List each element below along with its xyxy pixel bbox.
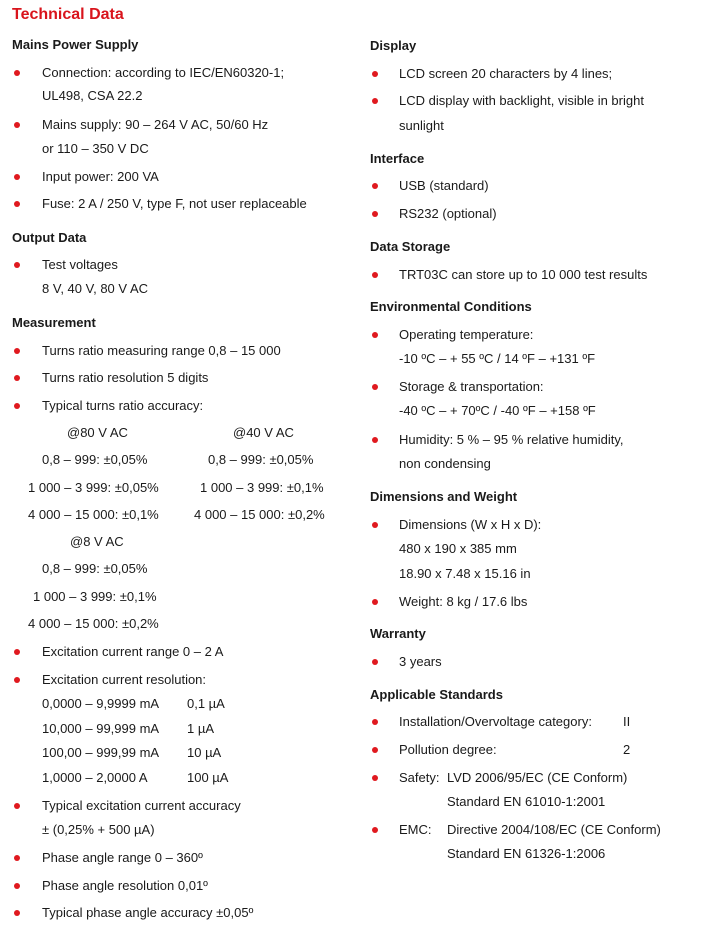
bullet-icon	[14, 201, 20, 207]
bullet-icon	[372, 211, 378, 217]
accuracy-8v-row: 1 000 – 3 999: ±0,1%	[33, 589, 157, 604]
excitation-range: Excitation current range 0 – 2 A	[42, 644, 224, 659]
bullet-icon	[14, 375, 20, 381]
resolution-value: 100 µA	[187, 770, 229, 785]
lcd-screen: LCD screen 20 characters by 4 lines;	[399, 66, 613, 81]
bullet-icon	[14, 910, 20, 916]
accuracy-80v-row: 0,8 – 999: ±0,05%	[42, 452, 148, 467]
bullet-icon	[372, 272, 378, 278]
storage-temp-label: Storage & transportation:	[399, 379, 544, 394]
accuracy-40v-row: 0,8 – 999: ±0,05%	[208, 452, 314, 467]
lcd-backlight-line1: LCD display with backlight, visible in bright	[399, 93, 644, 108]
bullet-icon	[372, 437, 378, 443]
input-power: Input power: 200 VA	[42, 169, 159, 184]
operating-temp-label: Operating temperature:	[399, 327, 534, 342]
bullet-icon	[372, 98, 378, 104]
install-category-value: II	[623, 714, 631, 729]
excitation-resolution: Excitation current resolution:	[42, 672, 207, 687]
bullet-icon	[14, 348, 20, 354]
bullet-icon	[14, 262, 20, 268]
mains-connection-line2: UL498, CSA 22.2	[42, 88, 143, 103]
bullet-icon	[14, 803, 20, 809]
bullet-icon	[372, 827, 378, 833]
accuracy-header-8v: @8 V AC	[70, 534, 124, 549]
mains-supply-line2: or 110 – 350 V DC	[42, 141, 149, 156]
turns-ratio-range: Turns ratio measuring range 0,8 – 15 000	[42, 343, 281, 358]
page-title: Technical Data	[12, 6, 124, 23]
section-heading-mains: Mains Power Supply	[12, 37, 139, 52]
bullet-icon	[372, 384, 378, 390]
dimensions-label: Dimensions (W x H x D):	[399, 517, 542, 532]
bullet-icon	[372, 183, 378, 189]
accuracy-80v-row: 4 000 – 15 000: ±0,1%	[28, 507, 159, 522]
bullet-icon	[372, 599, 378, 605]
bullet-icon	[372, 659, 378, 665]
dimensions-mm: 480 x 190 x 385 mm	[399, 541, 517, 556]
humidity-line2: non condensing	[399, 456, 491, 471]
bullet-icon	[372, 522, 378, 528]
section-heading-warranty: Warranty	[370, 626, 426, 641]
bullet-icon	[372, 71, 378, 77]
dimensions-in: 18.90 x 7.48 x 15.16 in	[399, 566, 531, 581]
storage-temp-value: -40 ºC – + 70ºC / -40 ºF – +158 ºF	[399, 403, 596, 418]
emc-standard: Standard EN 61326-1:2006	[447, 846, 606, 861]
bullet-icon	[14, 174, 20, 180]
safety-standard: Standard EN 61010-1:2001	[447, 794, 606, 809]
section-heading-display: Display	[370, 38, 417, 53]
section-heading-measurement: Measurement	[12, 315, 96, 330]
mains-connection-line1: Connection: according to IEC/EN60320-1;	[42, 65, 285, 80]
resolution-value: 10 µA	[187, 745, 222, 760]
lcd-backlight-line2: sunlight	[399, 118, 444, 133]
weight: Weight: 8 kg / 17.6 lbs	[399, 594, 528, 609]
humidity-line1: Humidity: 5 % – 95 % relative humidity,	[399, 432, 624, 447]
interface-rs232: RS232 (optional)	[399, 206, 497, 221]
emc-directive: Directive 2004/108/EC (CE Conform)	[447, 822, 661, 837]
section-heading-standards: Applicable Standards	[370, 687, 503, 702]
safety-directive: LVD 2006/95/EC (CE Conform)	[447, 770, 628, 785]
section-heading-storage: Data Storage	[370, 239, 451, 254]
pollution-label: Pollution degree:	[399, 742, 497, 757]
install-category-label: Installation/Overvoltage category:	[399, 714, 592, 729]
resolution-range: 100,00 – 999,99 mA	[42, 745, 160, 760]
test-voltages-label: Test voltages	[42, 257, 118, 272]
operating-temp-value: -10 ºC – + 55 ºC / 14 ºF – +131 ºF	[399, 351, 596, 366]
accuracy-80v-row: 1 000 – 3 999: ±0,05%	[28, 480, 159, 495]
accuracy-8v-row: 4 000 – 15 000: ±0,2%	[28, 616, 159, 631]
excitation-accuracy-line2: ± (0,25% + 500 µA)	[42, 822, 155, 837]
phase-angle-accuracy: Typical phase angle accuracy ±0,05º	[42, 905, 254, 920]
bullet-icon	[14, 883, 20, 889]
bullet-icon	[372, 719, 378, 725]
warranty-value: 3 years	[399, 654, 442, 669]
accuracy-40v-row: 1 000 – 3 999: ±0,1%	[200, 480, 324, 495]
phase-angle-range: Phase angle range 0 – 360º	[42, 850, 203, 865]
bullet-icon	[372, 332, 378, 338]
phase-angle-resolution: Phase angle resolution 0,01º	[42, 878, 208, 893]
mains-supply-line1: Mains supply: 90 – 264 V AC, 50/60 Hz	[42, 117, 269, 132]
resolution-value: 1 µA	[187, 721, 215, 736]
section-heading-interface: Interface	[370, 151, 425, 166]
pollution-value: 2	[623, 742, 631, 757]
bullet-icon	[372, 775, 378, 781]
test-voltages-value: 8 V, 40 V, 80 V AC	[42, 281, 149, 296]
bullet-icon	[372, 747, 378, 753]
safety-label: Safety:	[399, 770, 440, 785]
turns-ratio-accuracy: Typical turns ratio accuracy:	[42, 398, 204, 413]
section-heading-output: Output Data	[12, 230, 87, 245]
section-heading-dimensions: Dimensions and Weight	[370, 489, 518, 504]
resolution-value: 0,1 µA	[187, 696, 225, 711]
bullet-icon	[14, 403, 20, 409]
bullet-icon	[14, 649, 20, 655]
emc-label: EMC:	[399, 822, 432, 837]
bullet-icon	[14, 70, 20, 76]
resolution-range: 10,000 – 99,999 mA	[42, 721, 160, 736]
bullet-icon	[14, 122, 20, 128]
bullet-icon	[14, 855, 20, 861]
bullet-icon	[14, 677, 20, 683]
interface-usb: USB (standard)	[399, 178, 489, 193]
accuracy-header-80v: @80 V AC	[67, 425, 128, 440]
resolution-range: 1,0000 – 2,0000 A	[42, 770, 148, 785]
accuracy-40v-row: 4 000 – 15 000: ±0,2%	[194, 507, 325, 522]
accuracy-8v-row: 0,8 – 999: ±0,05%	[42, 561, 148, 576]
turns-ratio-resolution: Turns ratio resolution 5 digits	[42, 370, 209, 385]
storage-capacity: TRT03C can store up to 10 000 test results	[399, 267, 648, 282]
excitation-accuracy-line1: Typical excitation current accuracy	[42, 798, 241, 813]
section-heading-environment: Environmental Conditions	[370, 299, 532, 314]
fuse: Fuse: 2 A / 250 V, type F, not user replaceable	[42, 196, 307, 211]
resolution-range: 0,0000 – 9,9999 mA	[42, 696, 160, 711]
accuracy-header-40v: @40 V AC	[233, 425, 294, 440]
